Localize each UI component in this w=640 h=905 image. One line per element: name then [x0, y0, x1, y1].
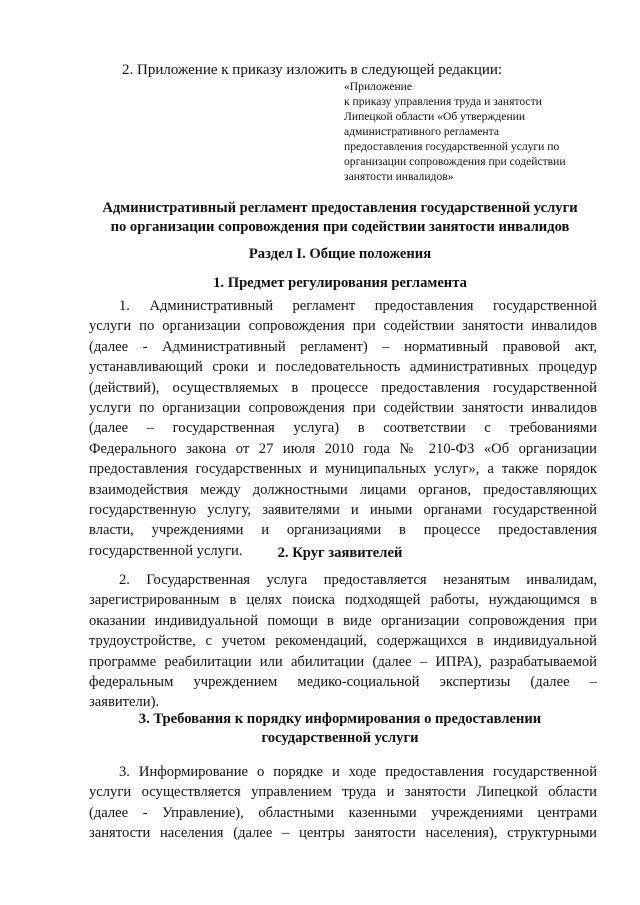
appendix-line: к приказу управления труда и занятости	[344, 95, 542, 108]
document-title	[60, 199, 620, 237]
heading-line: 3. Требования к порядку информирования о предоставлении	[138, 711, 542, 727]
paragraph-line: (далее – государственная услуга) в соответствии с требованиями	[89, 420, 597, 437]
section-heading: Раздел I. Общие положения	[248, 246, 432, 262]
paragraph-line: оказании индивидуальной помощи в виде организации сопровождения при	[89, 612, 597, 629]
heading-subject: 1. Предмет регулирования регламента	[213, 275, 467, 291]
paragraph-line: Федерального закона от 27 июля 2010 года № 210-ФЗ «Об организации	[89, 440, 597, 457]
paragraph-line: 1. Административный регламент предоставления государственной	[119, 298, 597, 314]
paragraph-line: занятости населения (далее – центры занятости населения), структурными	[89, 825, 597, 842]
paragraph-line: услуги по организации сопровождения при содействии занятости инвалидов	[89, 400, 597, 417]
paragraph-line: (действий), осуществляемых в процессе предоставления государственной	[89, 379, 597, 396]
title-line: Административный регламент предоставления государственной услуги	[102, 200, 578, 216]
intro-text: 2. Приложение к приказу изложить в следующей редакции:	[122, 62, 503, 78]
paragraph-line: взаимодействия между должностными лицами органов, предоставляющих	[89, 481, 597, 498]
paragraph-line: (далее - Административный регламент) – нормативный правовой акт,	[89, 338, 597, 355]
paragraph-line: заявители).	[89, 694, 160, 711]
appendix-line: предоставления государственной услуги по	[344, 140, 560, 153]
paragraph-2	[89, 570, 597, 713]
paragraph-1	[89, 296, 597, 561]
heading-informing	[60, 710, 620, 748]
paragraph-line: государственную услугу, заявителями и иными органами государственной	[89, 502, 597, 519]
appendix-line: административного регламента	[344, 125, 499, 138]
appendix-line: организации сопровождения при содействии	[344, 155, 566, 168]
appendix-block	[344, 79, 604, 184]
paragraph-line: власти, учреждениями и организациями в процессе предоставления	[89, 522, 597, 539]
paragraph-line: программе реабилитации или абилитации (далее – ИПРА), разрабатываемой	[89, 653, 597, 670]
paragraph-line: федеральным учреждением медико-социальной экспертизы (далее –	[89, 674, 597, 691]
paragraph-line: услуги по организации сопровождения при содействии занятости инвалидов	[89, 318, 597, 335]
paragraph-line: услуги осуществляется управлением труда и занятости Липецкой области	[89, 784, 597, 801]
heading-applicants: 2. Круг заявителей	[277, 545, 403, 561]
paragraph-line: предоставления государственных и муниципальных услуг», а также порядок	[89, 461, 597, 478]
appendix-line: «Приложение	[344, 80, 413, 93]
paragraph-line: 3. Информирование о порядке и ходе предоставления государственной	[119, 764, 597, 780]
paragraph-line: зарегистрированным в целях поиска подходящей работы, нуждающимся в	[89, 592, 597, 609]
heading-line: государственной услуги	[261, 730, 419, 746]
appendix-line: Липецкой области «Об утверждении	[344, 110, 526, 123]
paragraph-line: 2. Государственная услуга предоставляется незанятым инвалидам,	[119, 572, 597, 588]
title-line: по организации сопровождения при содействии занятости инвалидов	[110, 219, 570, 235]
paragraph-line: (далее - Управление), областными казенными учреждениями центрами	[89, 804, 597, 821]
paragraph-3	[89, 762, 597, 844]
paragraph-line: устанавливающий сроки и последовательность административных процедур	[89, 359, 597, 376]
paragraph-line: государственной услуги.	[89, 542, 243, 559]
appendix-line: занятости инвалидов»	[344, 170, 454, 183]
paragraph-line: трудоустройстве, с учетом рекомендаций, содержащихся в индивидуальной	[89, 633, 597, 650]
